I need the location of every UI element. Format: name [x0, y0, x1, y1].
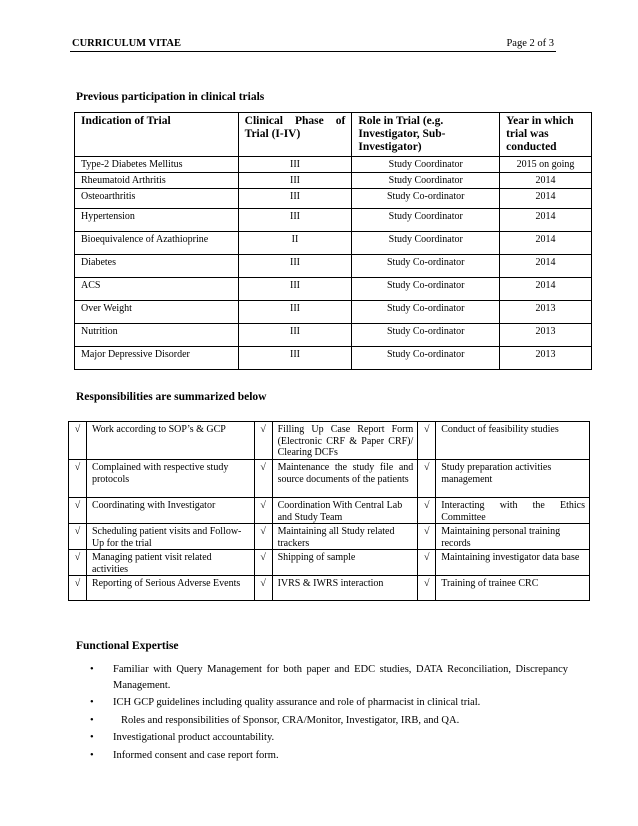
table-row [69, 550, 590, 576]
responsibility-item: Maintenance the study file and source documents of the patients [272, 460, 418, 498]
table-row [75, 209, 592, 232]
responsibility-item: IVRS & IWRS interaction [272, 576, 418, 601]
responsibility-item: Maintaining investigator data base [436, 550, 590, 576]
responsibility-item: Coordinating with Investigator [86, 498, 254, 524]
cell-phase: III [238, 255, 352, 278]
responsibility-item: Scheduling patient visits and Follow-Up for the trial [86, 524, 254, 550]
responsibility-item: Work according to SOP’s & GCP [86, 422, 254, 460]
checkmark-icon: √ [69, 524, 87, 550]
expertise-heading: Functional Expertise [76, 640, 179, 652]
trials-table [74, 112, 592, 370]
checkmark-icon: √ [254, 460, 272, 498]
checkmark-icon: √ [69, 460, 87, 498]
cell-year: 2014 [500, 278, 592, 301]
trials-header-row [75, 113, 592, 157]
checkmark-icon: √ [418, 550, 436, 576]
checkmark-icon: √ [69, 498, 87, 524]
responsibility-item: Filling Up Case Report Form (Electronic CRF & Paper CRF)/ Clearing DCFs [272, 422, 418, 460]
table-row [69, 576, 590, 601]
cell-indication: Hypertension [75, 209, 239, 232]
table-row [75, 278, 592, 301]
cell-indication: Rheumatoid Arthritis [75, 173, 239, 189]
cell-indication: Nutrition [75, 324, 239, 347]
table-row [69, 460, 590, 498]
cell-phase: III [238, 157, 352, 173]
table-row [69, 422, 590, 460]
trials-heading: Previous participation in clinical trials [76, 91, 265, 103]
expertise-text: Informed consent and case report form. [113, 749, 279, 761]
cell-role: Study Coordinator [352, 232, 500, 255]
checkmark-icon: √ [254, 576, 272, 601]
responsibility-item: Coordination With Central Lab and Study Team [272, 498, 418, 524]
expertise-text: ICH GCP guidelines including quality assurance and role of pharmacist in clinical trial. [113, 697, 481, 708]
col-header-phase: Clinical Phase of Trial (I-IV) [238, 113, 352, 157]
responsibility-item: Study preparation activities management [436, 460, 590, 498]
cell-indication: Diabetes [75, 255, 239, 278]
cell-year: 2014 [500, 232, 592, 255]
table-row [75, 232, 592, 255]
page-number: Page 2 of 3 [506, 38, 554, 49]
checkmark-icon: √ [254, 422, 272, 460]
checkmark-icon: √ [69, 550, 87, 576]
checkmark-icon: √ [254, 524, 272, 550]
table-row [75, 255, 592, 278]
responsibility-item: Training of trainee CRC [436, 576, 590, 601]
cell-role: Study Coordinator [352, 209, 500, 232]
cell-phase: III [238, 301, 352, 324]
cell-role: Study Co-ordinator [352, 347, 500, 370]
expertise-text: Investigational product accountability. [113, 732, 275, 743]
cell-year: 2013 [500, 347, 592, 370]
cell-indication: ACS [75, 278, 239, 301]
cell-phase: III [238, 347, 352, 370]
col-header-year: Year in which trial was conducted [500, 113, 592, 157]
responsibilities-table [68, 421, 590, 601]
cell-role: Study Coordinator [352, 157, 500, 173]
checkmark-icon: √ [69, 576, 87, 601]
list-item [90, 730, 568, 746]
cell-indication: Bioequivalence of Azathioprine [75, 232, 239, 255]
bullet-icon: • [90, 697, 94, 708]
cell-year: 2014 [500, 189, 592, 209]
cell-phase: II [238, 232, 352, 255]
document-title: CURRICULUM VITAE [72, 38, 181, 49]
list-item [90, 748, 568, 764]
checkmark-icon: √ [69, 422, 87, 460]
table-row [75, 347, 592, 370]
responsibility-item: Shipping of sample [272, 550, 418, 576]
table-row [75, 157, 592, 173]
bullet-icon: • [90, 732, 94, 743]
expertise-text: Familiar with Query Management for both paper and EDC studies, DATA Reconciliation, Discrepancy Management. [113, 664, 568, 691]
table-row [75, 301, 592, 324]
table-row [75, 324, 592, 347]
cell-role: Study Co-ordinator [352, 301, 500, 324]
table-row [69, 524, 590, 550]
responsibility-item: Maintaining personal training records [436, 524, 590, 550]
list-item [90, 713, 568, 729]
responsibility-item: Interacting with the Ethics Committee [436, 498, 590, 524]
checkmark-icon: √ [418, 460, 436, 498]
bullet-icon: • [90, 714, 94, 726]
responsibility-item: Managing patient visit related activities [86, 550, 254, 576]
responsibility-item: Reporting of Serious Adverse Events [86, 576, 254, 601]
cell-phase: III [238, 189, 352, 209]
responsibility-item: Conduct of feasibility studies [436, 422, 590, 460]
cell-role: Study Co-ordinator [352, 255, 500, 278]
responsibility-item: Maintaining all Study related trackers [272, 524, 418, 550]
cell-indication: Major Depressive Disorder [75, 347, 239, 370]
cell-phase: III [238, 209, 352, 232]
page-header [70, 37, 556, 52]
cell-year: 2015 on going [500, 157, 592, 173]
bullet-icon: • [90, 749, 94, 761]
expertise-list [90, 662, 568, 765]
cell-year: 2013 [500, 301, 592, 324]
cell-phase: III [238, 324, 352, 347]
table-row [69, 498, 590, 524]
checkmark-icon: √ [418, 422, 436, 460]
list-item [90, 662, 568, 693]
cell-phase: III [238, 173, 352, 189]
table-row [75, 189, 592, 209]
cell-phase: III [238, 278, 352, 301]
checkmark-icon: √ [418, 524, 436, 550]
responsibility-item: Complained with respective study protocols [86, 460, 254, 498]
list-item [90, 695, 568, 711]
cell-indication: Type-2 Diabetes Mellitus [75, 157, 239, 173]
cell-indication: Osteoarthritis [75, 189, 239, 209]
cell-year: 2014 [500, 255, 592, 278]
cell-role: Study Co-ordinator [352, 189, 500, 209]
responsibilities-heading: Responsibilities are summarized below [76, 391, 267, 403]
cell-indication: Over Weight [75, 301, 239, 324]
bullet-icon: • [90, 664, 94, 675]
checkmark-icon: √ [254, 498, 272, 524]
cell-year: 2014 [500, 209, 592, 232]
table-row [75, 173, 592, 189]
col-header-role: Role in Trial (e.g. Investigator, Sub-Investigator) [352, 113, 500, 157]
expertise-text: Roles and responsibilities of Sponsor, CRA/Monitor, Investigator, IRB, and QA. [121, 714, 460, 726]
cell-role: Study Co-ordinator [352, 324, 500, 347]
cell-year: 2013 [500, 324, 592, 347]
checkmark-icon: √ [254, 550, 272, 576]
checkmark-icon: √ [418, 576, 436, 601]
cell-role: Study Coordinator [352, 173, 500, 189]
checkmark-icon: √ [418, 498, 436, 524]
col-header-indication: Indication of Trial [75, 113, 239, 157]
cell-role: Study Co-ordinator [352, 278, 500, 301]
cell-year: 2014 [500, 173, 592, 189]
